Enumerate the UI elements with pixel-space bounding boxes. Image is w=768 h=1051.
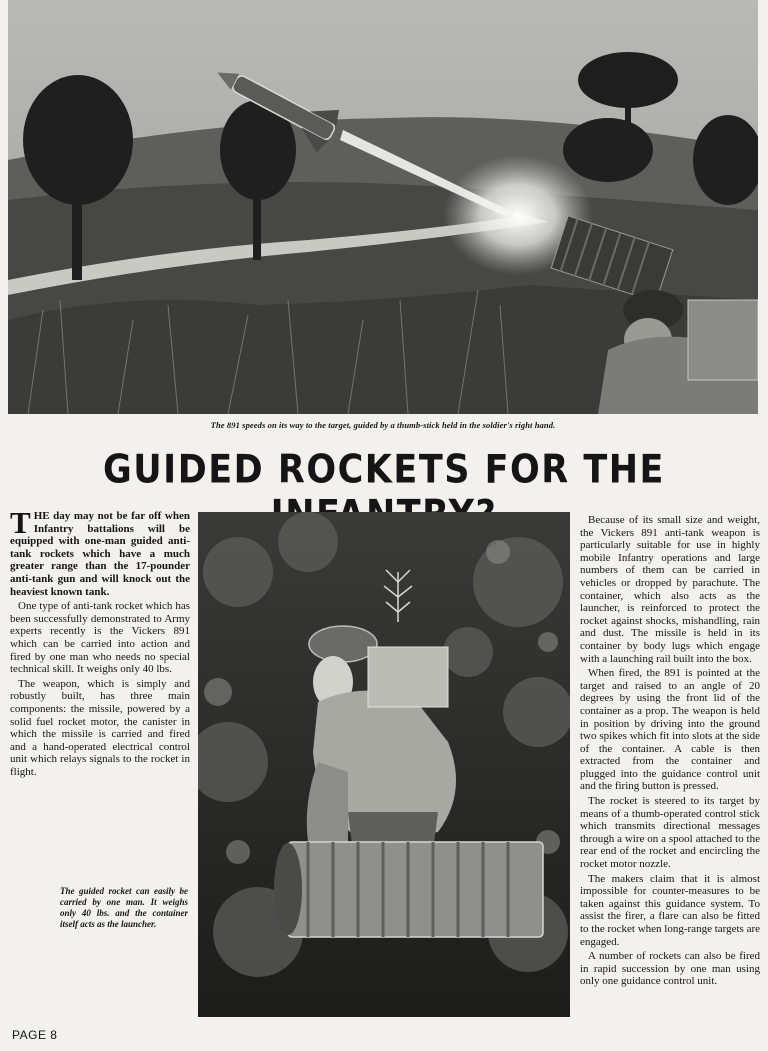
right-paragraph-3: The rocket is steered to its target by means of a thumb-operated control stick which transmits directional messages through a wire on a spool attached to the rear end of the rocket and encircling the rocket motor nozzle. (580, 795, 760, 871)
side-photo-caption: The guided rocket can easily be carried by one man. It weighs only 40 lbs. and the container itself acts as the launcher. (60, 886, 188, 929)
soldier-carrying-rocket-photo (198, 512, 570, 1017)
rocket-launch-photo (8, 0, 758, 414)
left-paragraph-1: One type of anti-tank rocket which has been successfully demonstrated to Army experts recently is the Vickers 891 which can be carried into action and fired by one man who needs no special technical skill. It weighs only 40 lbs. (10, 600, 190, 676)
left-article-column (10, 505, 190, 780)
right-article-column (580, 514, 760, 990)
right-paragraph-1: Because of its small size and weight, the Vickers 891 anti-tank weapon is particularly suitable for use in highly mobile Infantry operations and large numbers of them can be carried in vehicles or dropped by parachute. The container, which also acts as the launcher, is reinforced to protect the rocket against shocks, mishandling, rain and dust. The missile is held in its container by body lugs which engage with a launching rail built into the box. (580, 514, 760, 665)
right-paragraph-4: The makers claim that it is almost impossible for counter-measures to be taken against this guidance system. To assist the firer, a flare can also be fitted to the rocket when long-range targets are engaged. (580, 872, 761, 948)
page-number: PAGE 8 (12, 1028, 58, 1042)
page-title: GUIDED ROCKETS FOR THE (103, 448, 665, 493)
right-paragraph-5: A number of rockets can also be fired in rapid succession by one man using only one guidance control unit. (580, 950, 760, 988)
left-paragraph-2: The weapon, which is simply and robustly built, has three main components: the missile, powered by a solid fuel rocket motor, the canister in which the missile is carried and fired and a hand-operated electrical control unit which relays signals to the rocket in flight. (10, 677, 190, 778)
drop-cap: T (10, 505, 31, 540)
lead-text: HE day may not be far off when Infantry battalions will be equipped with one-man guided anti-tank rockets which have a much greater range than the 17-pounder anti-tank gun and will knock out the heaviest known tank. (10, 510, 190, 598)
right-paragraph-2: When fired, the 891 is pointed at the target and raised to an angle of 20 degrees by using the front lid of the container as a prop. The weapon is held in position by driving into the ground two spikes which fit into slots at the side of the container. A cable is then extracted from the container and plugged into the guidance control unit and the firing button is pressed. (580, 667, 760, 793)
top-photo-caption: The 891 speeds on its way to the target, guided by a thumb-stick held in the soldier's right hand. (210, 420, 556, 430)
lead-paragraph (10, 505, 190, 598)
